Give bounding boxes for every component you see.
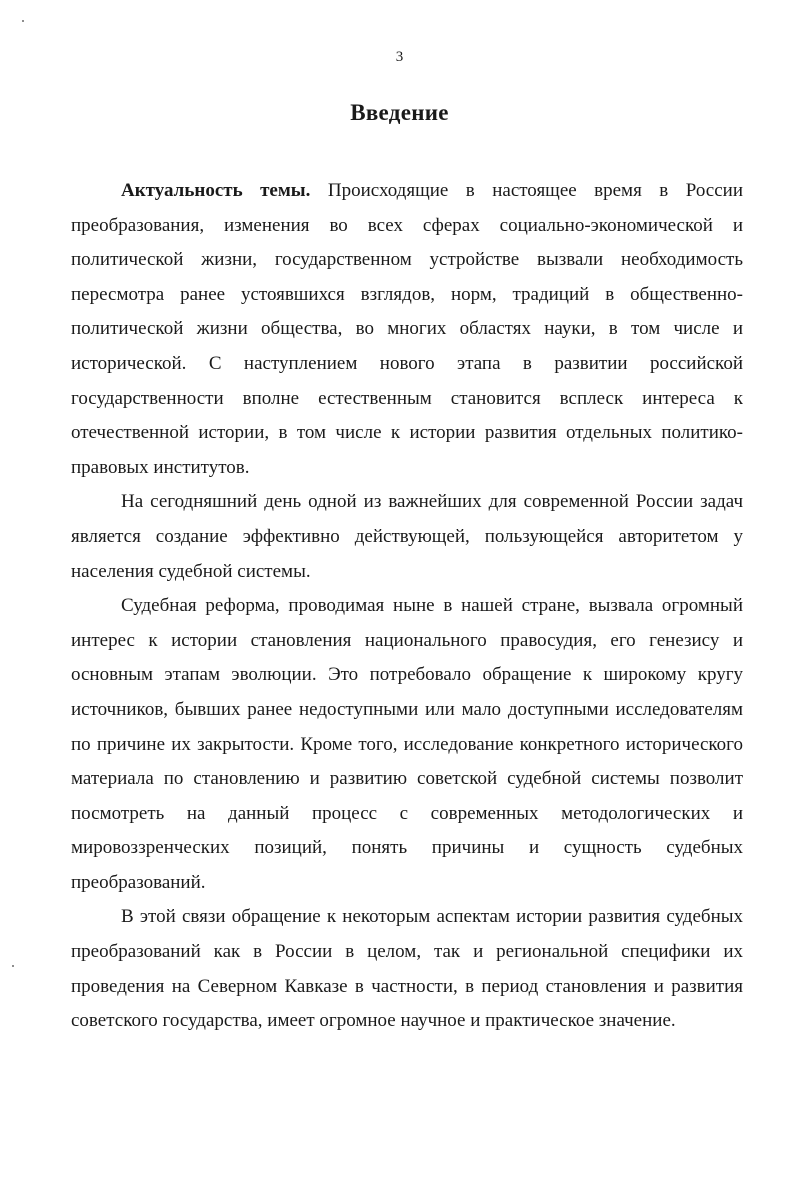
paragraph-tasks: На сегодняшний день одной из важнейших для современной России задач является создание эффективно действующей, пользующейся авторитетом у населения судебной системы. — [71, 491, 743, 582]
paragraph-lead: Актуальность темы. — [121, 180, 311, 201]
scan-speck — [22, 20, 24, 22]
page-number: 3 — [395, 49, 404, 65]
paragraph-relevance — [71, 174, 743, 485]
paragraph-significance: В этой связи обращение к некоторым аспектам истории развития судебных преобразований как в России в целом, так и региональной специфики их проведения на Северном Кавказе в частности, в период становления и развития советского государства, имеет огромное научное и практическое значение. — [71, 906, 743, 1032]
body-text — [71, 174, 743, 1039]
paragraph-text: Происходящие в настоящее время в России преобразования, изменения во всех сферах социально-экономической и политической жизни, государственном устройстве вызвали необходимость пересмотра ранее устоявшихся взглядов, норм, традиций в общественно-политической жизни общества, во многих областях науки, в том числе и исторической. С наступлением нового этапа в развитии российской государственности вполне естественным становится всплеск интереса к отечественной истории, в том числе к истории развития отдельных политико-правовых институтов. — [71, 180, 743, 478]
paragraph-reform: Судебная реформа, проводимая ныне в нашей стране, вызвала огромный интерес к истории становления национального правосудия, его генезису и основным этапам эволюции. Это потребовало обращение к широкому кругу источников, бывших ранее недоступными или мало доступными исследователям по причине их закрытости. Кроме того, исследование конкретного исторического материала по становлению и развитию советской судебной системы позволит посмотреть на данный процесс с современных методологических и мировоззренческих позиций, понять причины и сущность судебных преобразований. — [71, 595, 743, 893]
scan-speck — [12, 965, 14, 967]
page-title: Введение — [350, 100, 449, 125]
